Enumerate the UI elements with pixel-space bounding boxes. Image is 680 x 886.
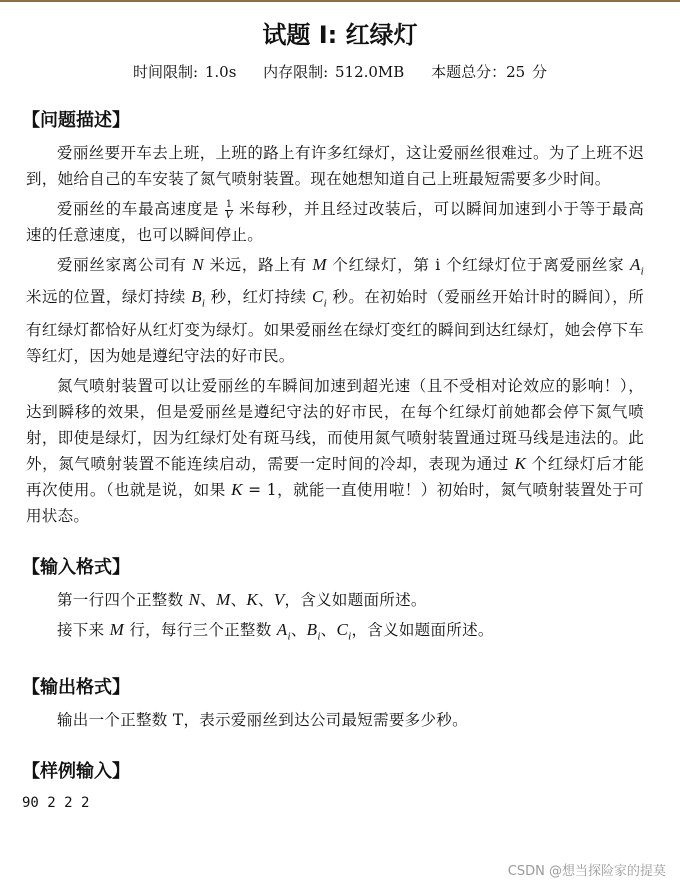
- var: K: [514, 453, 527, 473]
- watermark: CSDN @想当探险家的提莫: [507, 864, 666, 879]
- text: 氮气喷射装置可以让爱丽丝的车瞬间加速到超光速（且不受相对论效应的影响！），达到瞬移的效果，但是爱丽丝是遵纪守法的好市民，在每个红绿灯前她都会停下氮气喷射，即使是绿灯，因为红绿灯处有斑马线，而使用氮气喷射装置通过斑马线是违法的。此外，氮气喷射装置不能连续启动，需要一定时间的冷却，表现为通过: [26, 376, 644, 473]
- var: N: [192, 255, 204, 274]
- var: B: [191, 287, 202, 307]
- paragraph: [26, 373, 644, 529]
- math-var: [246, 590, 258, 609]
- text: ，含义如题面所述。: [351, 620, 494, 639]
- math-var: [629, 255, 644, 278]
- var: B: [306, 619, 318, 639]
- section-heading: 【输出格式】: [22, 677, 130, 699]
- text: 行，每行三个正整数: [124, 620, 277, 639]
- math-var: [191, 287, 206, 310]
- text: 爱丽丝的车最高速度是: [57, 200, 225, 218]
- math-var: [274, 590, 285, 609]
- var: M: [216, 589, 231, 609]
- text: 、: [320, 620, 337, 639]
- math-var: [231, 480, 243, 499]
- text: 个红绿灯后才能再次使用。（也就是说，如果: [26, 454, 645, 499]
- text: 秒。在初始时（爱丽丝开始计时的瞬间），所有红绿灯都恰好从红灯变为绿灯。如果爱丽丝在绿灯变红的瞬间到达红绿灯，她会停下车等红灯，因为她是遵纪守法的好市民。: [26, 288, 644, 365]
- paragraph: [26, 587, 644, 613]
- text: 、: [258, 590, 274, 609]
- text: 个红绿灯，第 i 个红绿灯位于离爱丽丝家: [326, 256, 630, 274]
- memory-limit: 内存限制: 512.0MB: [263, 63, 405, 81]
- var: V: [273, 589, 285, 609]
- var: K: [246, 589, 259, 609]
- text: 接下来: [57, 620, 110, 639]
- math-var: [306, 619, 321, 643]
- math-var: [312, 255, 326, 274]
- var: A: [629, 255, 641, 274]
- paragraph: [26, 252, 644, 369]
- math-var: [514, 454, 526, 473]
- problem-content: [0, 106, 680, 783]
- paragraph: [26, 707, 644, 733]
- subscript: i: [640, 265, 644, 278]
- text: ，含义如题面所述。: [284, 590, 427, 609]
- text: 输出一个正整数 T，表示爱丽丝到达公司最短需要多少秒。: [57, 711, 468, 730]
- text: 米远，路上有: [203, 256, 313, 274]
- text: 爱丽丝家离公司有: [57, 256, 193, 274]
- math-var: [216, 590, 230, 609]
- math-var: [336, 619, 352, 643]
- denominator: V: [225, 209, 233, 221]
- paragraph: [26, 196, 644, 248]
- section-heading: 【输入格式】: [22, 556, 130, 578]
- var: N: [188, 589, 201, 609]
- section-heading: 【样例输入】: [22, 761, 130, 783]
- text: 、: [290, 620, 307, 639]
- problem-title: 试题 I: 红绿灯: [262, 21, 418, 49]
- var: C: [311, 287, 324, 307]
- limits-line: [0, 61, 680, 82]
- math-var: [311, 287, 327, 310]
- text: 、: [200, 590, 217, 609]
- text: 秒，红灯持续: [205, 288, 312, 307]
- text: 爱丽丝要开车去上班，上班的路上有许多红绿灯，这让爱丽丝很难过。为了上班不迟到，她给自己的车安装了氮气喷射装置。现在她想知道自己上班最短需要多少时间。: [26, 144, 644, 188]
- var: K: [231, 479, 243, 499]
- var: M: [312, 255, 327, 274]
- subscript: i: [323, 297, 327, 310]
- subscript: i: [317, 630, 321, 643]
- paragraph: [26, 140, 644, 192]
- subscript: i: [348, 630, 352, 643]
- text: 米每秒，并且经过改装后，可以瞬间加速到小于等于最高速的任意速度，也可以瞬间停止。: [26, 200, 645, 244]
- paragraph: [26, 617, 644, 649]
- math-var: [192, 255, 204, 274]
- text: 、: [230, 590, 247, 609]
- var: A: [276, 619, 288, 639]
- subscript: i: [201, 297, 206, 310]
- subscript: i: [287, 630, 291, 643]
- var: M: [109, 619, 125, 639]
- text: = 1，就能一直使用啦！）初始时，氮气喷射装置处于可用状态。: [26, 480, 644, 525]
- math-var: [276, 619, 291, 643]
- math-var: [110, 620, 124, 639]
- time-limit: 时间限制: 1.0s: [133, 63, 237, 81]
- math-var: [189, 590, 201, 609]
- text: 第一行四个正整数: [57, 590, 189, 609]
- text: 米远的位置，绿灯持续: [26, 288, 192, 307]
- total-score: 本题总分：25 分: [431, 63, 547, 81]
- var: C: [336, 619, 349, 639]
- numerator: 1: [225, 198, 233, 210]
- sample-input: 90 2 2 2: [22, 795, 90, 812]
- section-heading: 【问题描述】: [22, 110, 130, 131]
